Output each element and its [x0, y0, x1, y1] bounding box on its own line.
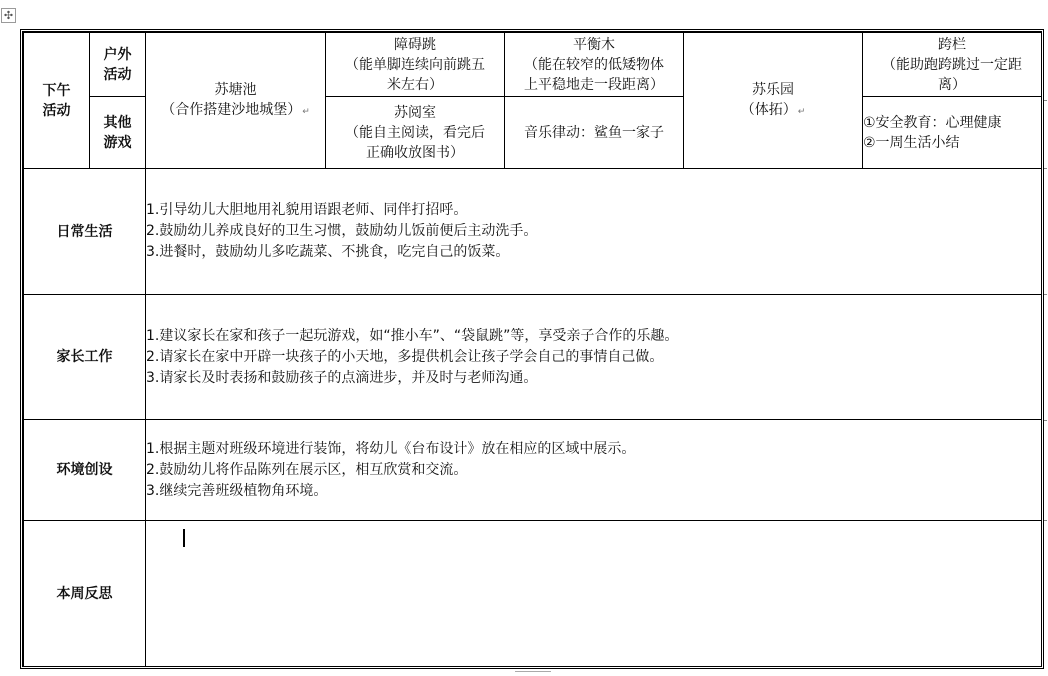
parent-work-content[interactable] [146, 295, 1042, 420]
reading-room-cell[interactable]: 苏阅室 （能自主阅读，看完后 正确收放图书） [326, 97, 505, 169]
environment-content[interactable] [146, 420, 1042, 521]
daily-life-label: 日常生活 [24, 169, 146, 295]
list-item: 2.鼓励幼儿将作品陈列在展示区，相互欣赏和交流。 [146, 461, 468, 478]
text-cursor [183, 529, 185, 547]
list-item: 2.请家长在家中开辟一块孩子的小天地，多提供机会让孩子学会自己的事情自己做。 [146, 348, 664, 365]
parent-work-label: 家长工作 [24, 295, 146, 420]
other-games-label: 其他 游戏 [90, 97, 146, 169]
list-item: 3.请家长及时表扬和鼓励孩子的点滴进步，并及时与老师沟通。 [146, 369, 538, 386]
list-item: 1.根据主题对班级环境进行装饰，将幼儿《台布设计》放在相应的区域中展示。 [146, 440, 636, 457]
environment-label: 环境创设 [24, 420, 146, 521]
row-end-marker [1044, 100, 1047, 101]
list-item: 1.建议家长在家和孩子一起玩游戏，如“推小车”、“袋鼠跳”等，享受亲子合作的乐趣。 [146, 327, 679, 344]
list-item: 1.引导幼儿大胆地用礼貌用语跟老师、同伴打招呼。 [146, 202, 468, 218]
hurdle-cell[interactable]: 跨栏 （能助跑跨跳过一定距 离） [863, 33, 1042, 97]
list-item: 3.继续完善班级植物角环境。 [146, 482, 328, 499]
row-end-marker [1044, 520, 1047, 521]
weekly-reflection-content[interactable] [146, 521, 1042, 667]
list-item: 2.鼓励幼儿养成良好的卫生习惯，鼓励幼儿饭前便后主动洗手。 [146, 223, 538, 239]
list-item: 3.进餐时，鼓励幼儿多吃蔬菜、不挑食，吃完自己的饭菜。 [146, 244, 510, 260]
outdoor-activity-label: 户外 活动 [90, 33, 146, 97]
other-items-cell[interactable]: ①安全教育：心理健康 ②一周生活小结 [863, 97, 1042, 169]
row-end-marker [1044, 420, 1047, 421]
suyue-garden-cell[interactable]: 苏乐园 （体拓）↵ [684, 33, 863, 169]
weekly-plan-table [23, 32, 1042, 667]
daily-life-content[interactable] [146, 169, 1042, 295]
suyuan-pool-cell[interactable]: 苏塘池 （合作搭建沙地城堡）↵ [146, 33, 326, 169]
table-resize-handle[interactable] [515, 671, 551, 676]
obstacle-jump-cell[interactable]: 障碍跳 （能单脚连续向前跳五 米左右） [326, 33, 505, 97]
music-rhythm-cell[interactable]: 音乐律动：鲨鱼一家子 [505, 97, 684, 169]
row-end-marker [1044, 168, 1047, 169]
weekly-reflection-label: 本周反思 [24, 521, 146, 667]
row-end-marker [1044, 294, 1047, 295]
afternoon-activity-label: 下午 活动 [24, 33, 90, 169]
table-move-handle-icon[interactable]: ✣ [1, 8, 16, 23]
balance-beam-cell[interactable]: 平衡木 （能在较窄的低矮物体 上平稳地走一段距离） [505, 33, 684, 97]
